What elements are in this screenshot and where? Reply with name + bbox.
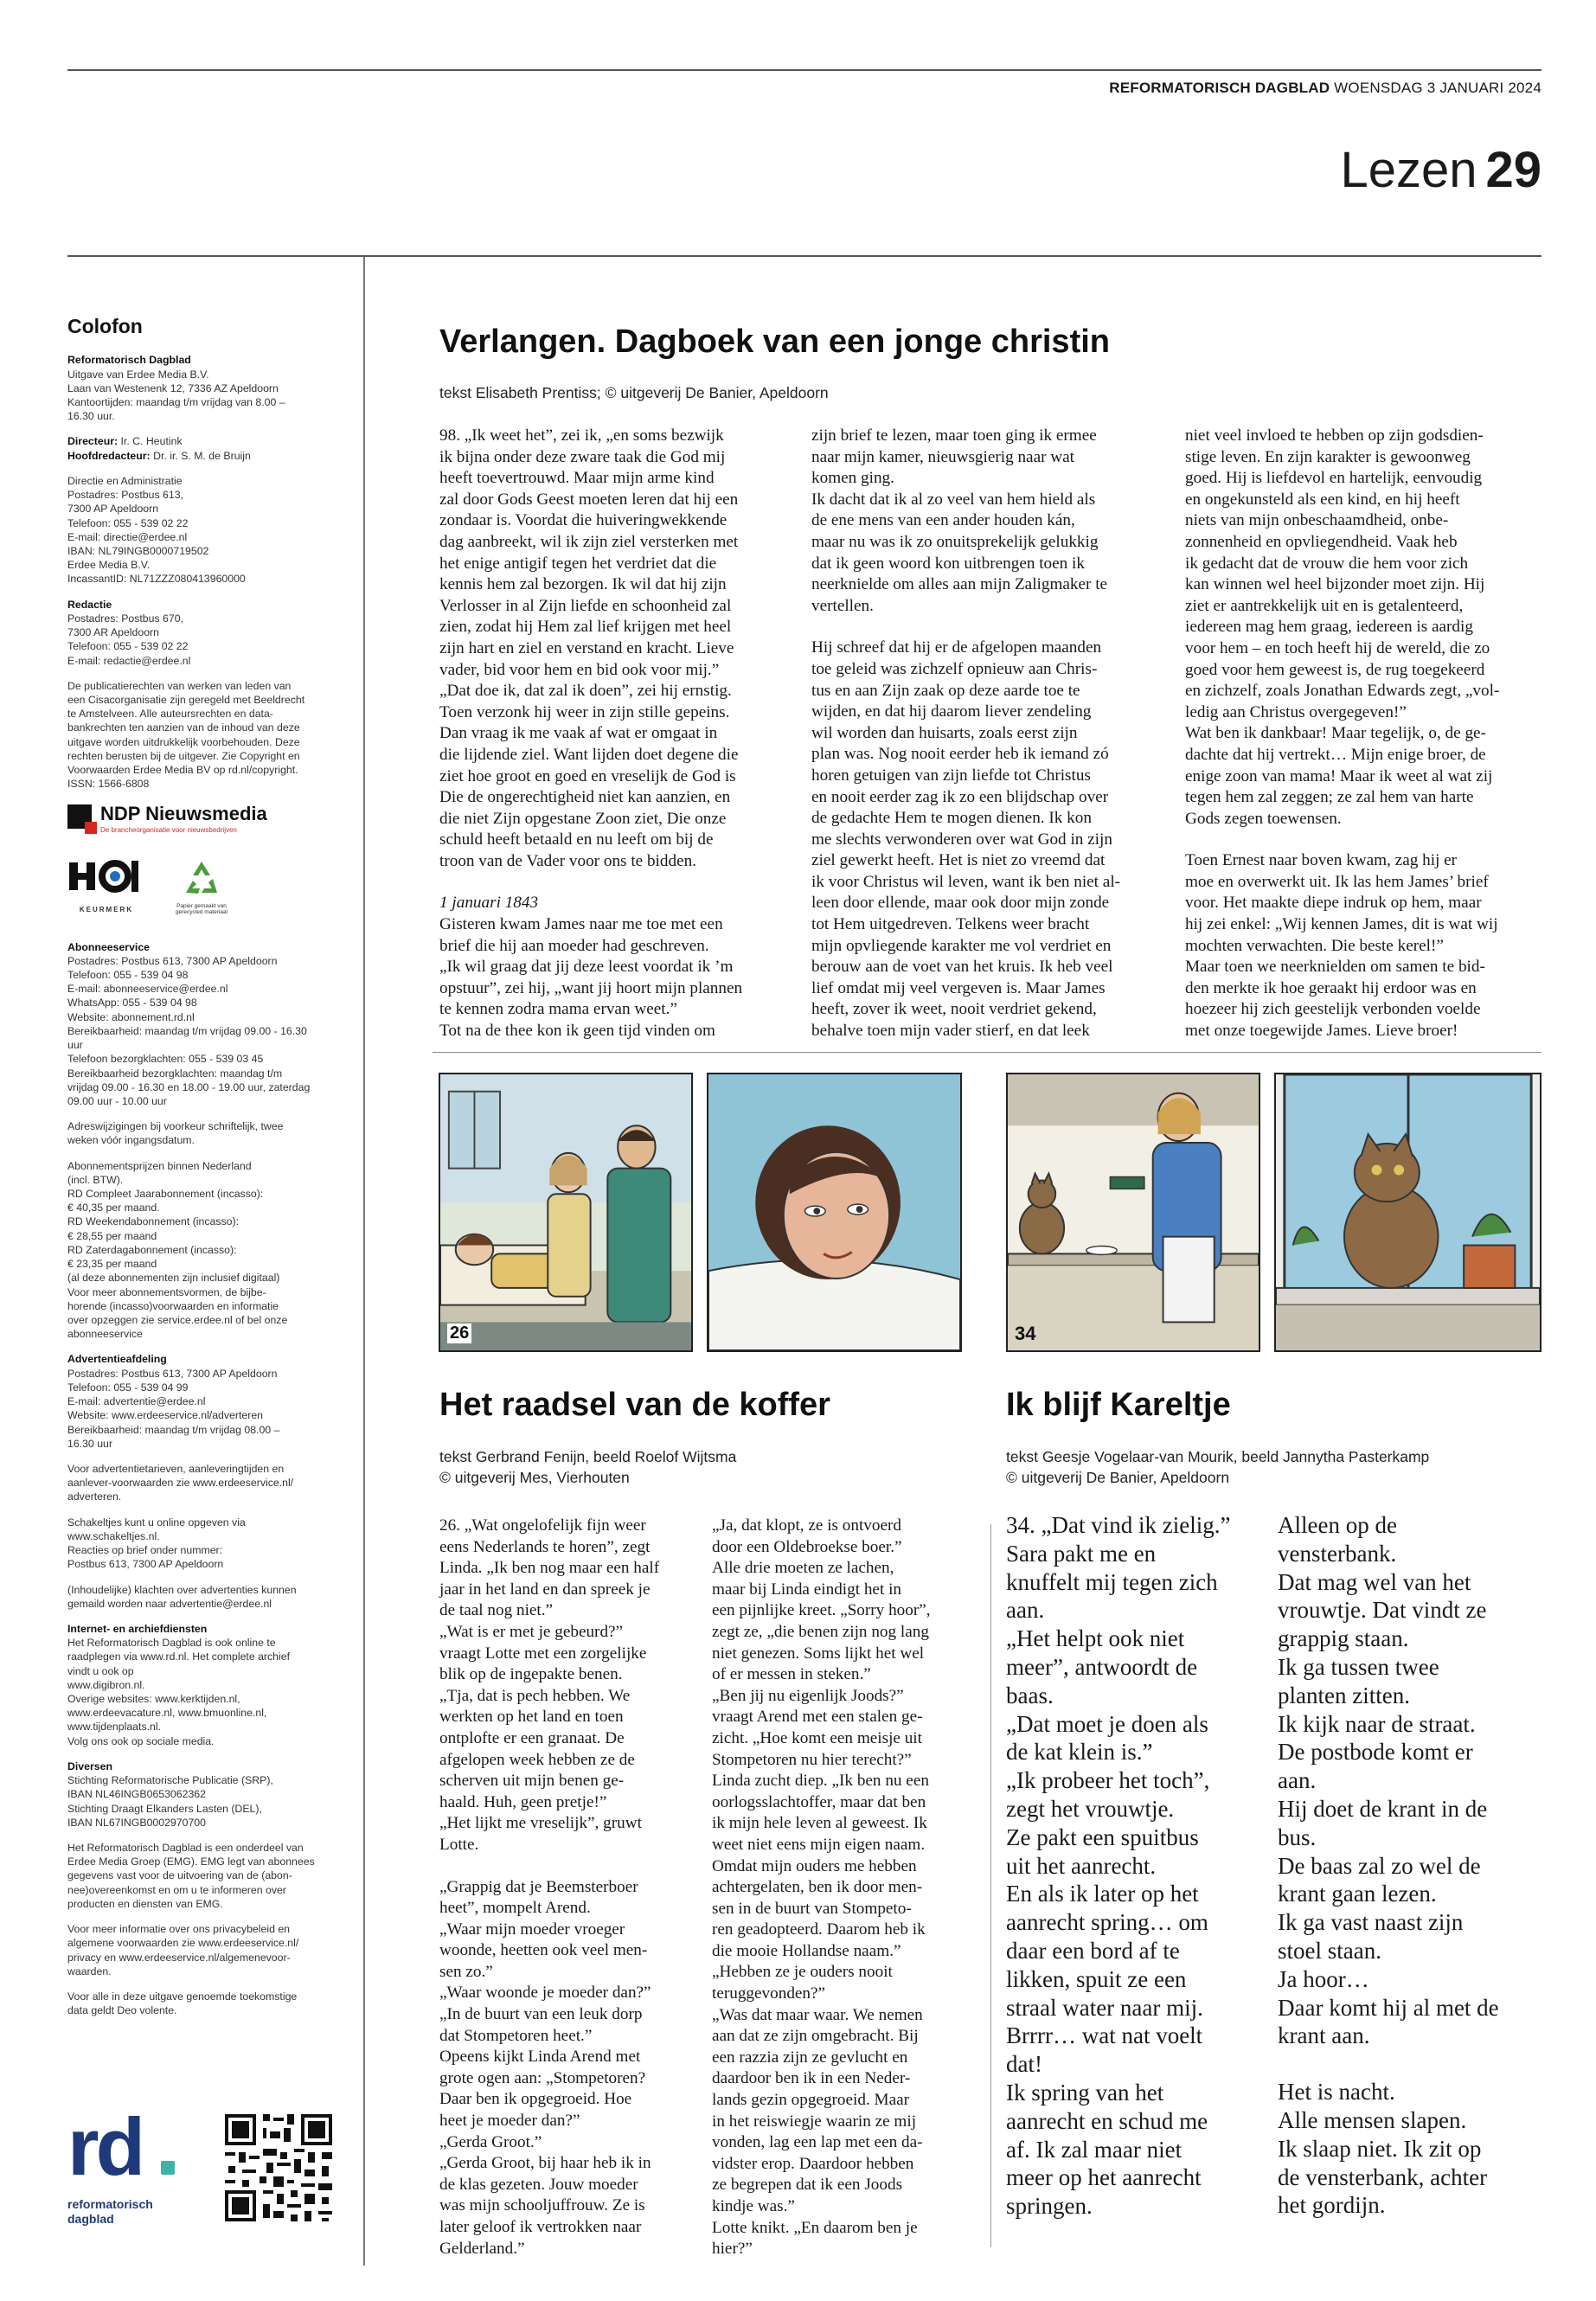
footer-branding [67,2101,349,2227]
rights-block [67,679,349,792]
internet-block [67,1622,349,1748]
staff-block [67,434,349,462]
internet-line: Overige websites: www.kerktijden.nl, [67,1693,240,1706]
internet-title: Internet- en archiefdiensten [67,1622,208,1635]
admin-line: Directie en Administratie [67,474,183,487]
article1-paragraph: Gisteren kwam James naar me toe met een brief die hij aan moeder had geschreven. „Ik wil graag dat jij deze leest voordat ik ’m opstuur”, zei hij, „want jij hoort mijn plannen te kennen zodra mama ervan weet.” Tot na de thee kon ik geen tijd vinden om [439,915,743,1041]
article2-paragraph: „Ja, dat klopt, ze is ontvoerd door een Oldebroekse boer.” Alle drie moeten ze lachen, maar bij Linda eindigt het in een pijnlijke kreet. „Sorry hoor”, zegt ze, „die benen zijn nog lang niet genezen. Soms lijkt het wel of er messen in steken.” „Ben jij nu eigenlijk Joods?” vraagt Arend met een stalen ge- zicht. „Hoe komt een meisje uit Stompetoren nu hier terecht?” Linda zucht diep. „Ik ben nu een oorlogsslachtoffer, maar dat ben ik mijn hele leven al geweest. Ik weet niet eens mijn eigen naam. Omdat mijn ouders me hebben achtergelaten, ben ik door men- sen in de buurt van Stompeto- ren geadopteerd. Daarom heb ik die mooie Hollandse naam.” „Hebben ze je ouders nooit teruggevonden?” „Was dat maar waar. We nemen aan dat ze zijn omgebracht. Bij een razzia zijn ze gevlucht en daardoor ben ik in een Neder- lands gezin opgegroeid. Maar in het reiswiegje waarin ze mij vonden, lag een lap met een da- vidster erop. Daardoor hebben ze begrepen dat ik een Joods kindje was.” Lotte knikt. „En daarom ben je hier?” [712,1516,931,2259]
schakeltjes-line: www.schakeltjes.nl. [67,1529,160,1542]
article1-column-2 [811,426,1175,1042]
rd-logo-accent [161,2161,175,2175]
article3-title: Ik blijf Kareltje [1006,1387,1231,1423]
deo-line: data geldt Deo volente. [67,2004,177,2017]
diversen-line: IBAN NL46INGB0653062362 [67,1788,206,1801]
schakeltjes-line: Schakeltjes kunt u online opgeven via [67,1516,246,1529]
article1-column-1 [439,426,803,1042]
article3-column-1 [1006,1511,1274,2221]
article1-paragraph: zijn brief te lezen, maar toen ging ik ermee naar mijn kamer, nieuwsgierig naar wat komen ging. Ik dacht dat ik al zo veel van hem hield als de ene mens van een ander houden kán, maar nu was ik zo onuitsprekelijk gelukkig dat ik geen woord kon uitbrengen toen ik neerknielde om alles aan mijn Zaligmaker te vertellen. [811,426,1108,615]
rights-line: een Cisacorganisatie zijn geregeld met Beeldrecht [67,693,305,706]
price-line: € 28,55 per maand [67,1229,157,1242]
publisher-line: 16.30 uur. [67,410,115,423]
price-line: € 40,35 per maand. [67,1202,160,1215]
article3-paragraph: Het is nacht. Alle mensen slapen. Ik slaap niet. Ik zit op de vensterbank, achter het gordijn. [1278,2079,1488,2219]
prices-block [67,1159,349,1342]
rd-logo-text [67,2197,153,2227]
keurmerk-badge [67,859,145,915]
admin-line: IBAN: NL79INGB0000719502 [67,544,209,557]
diversen-line: Stichting Reformatorische Publicatie (SRP), [67,1774,273,1787]
rd-logo-line: reformatorisch [67,2197,153,2211]
ndp-name: NDP Nieuwsmedia [100,803,267,825]
admin-line: Telefoon: 055 - 539 02 22 [67,516,189,529]
director-label: Directeur: [67,435,119,448]
rights-line: Voorwaarden Erdee Media BV op rd.nl/copyright. [67,764,298,777]
redactie-line: E-mail: redactie@erdee.nl [67,654,191,667]
advertentie-line: Postadres: Postbus 613, 7300 AP Apeldoorn [67,1367,278,1380]
column-divider [363,257,365,2266]
rights-line: De publicatierechten van werken van leden van [67,679,292,692]
privacy-block [67,1922,349,1978]
internet-line: www.tijdenplaats.nl. [67,1721,161,1734]
section-divider [433,1052,1542,1053]
article3-paragraph: 34. „Dat vind ik zielig.” Sara pakt me en knuffelt mij tegen zich aan. „Het helpt ook niet meer”, antwoordt de baas. „Dat moet je doen als de kat klein is.” „Ik probeer het toch”, zegt het vrouwtje. Ze pakt een spuitbus uit het aanrecht. En als ik later op het aanrecht spring… om daar een bord af te likken, spuit ze een straal water naar mij. Brrrr… wat nat voelt dat! Ik spring van het aanrecht en schud me af. Ik zal maar niet meer op het aanrecht springen. [1006,1512,1231,2220]
abonnee-line: Bereikbaarheid bezorgklachten: maandag t/m [67,1067,283,1080]
price-line: horende (incasso)voorwaarden en informatie [67,1299,279,1312]
administration-block [67,474,349,586]
price-line: RD Weekendabonnement (incasso): [67,1215,239,1228]
article2-column-1 [439,1516,690,2259]
emg-line: Erdee Media Groep (EMG). EMG legt van abonnees [67,1856,315,1868]
comic-panel-closeup [707,1073,962,1352]
director-name: Ir. C. Heutink [120,435,183,448]
adres-block [67,1119,349,1147]
top-rule [67,69,1542,71]
comic-panel-hospital [439,1073,693,1352]
privacy-line: algemene voorwaarden zie www.erdeeservice.nl/ [67,1937,299,1950]
voorwaarden-line: Voor advertentietarieven, aanleveringtijden en [67,1462,285,1475]
rd-logo-line: dagblad [67,2211,114,2226]
admin-line: Erdee Media B.V. [67,559,151,572]
article1-title: Verlangen. Dagboek van een jonge christin [439,324,1110,360]
price-line: € 23,35 per maand [67,1258,157,1271]
internet-line: vindt u ook op [67,1664,134,1677]
article2-column-2 [712,1516,971,2260]
rights-line: ISSN: 1566-6808 [67,778,150,791]
paper-name: REFORMATORISCH DAGBLAD [1109,80,1330,96]
hospital-scene-illustration [440,1074,691,1350]
ndp-mark-icon [67,804,92,829]
issue-date: WOENSDAG 3 JANUARI 2024 [1334,80,1542,96]
voorwaarden-line: aanlever-voorwaarden zie www.erdeeservice.nl/ [67,1477,294,1490]
advertentie-block [67,1352,349,1451]
redactie-line: 7300 AR Apeldoorn [67,626,159,639]
abonnee-line: 09.00 uur - 10.00 uur [67,1094,167,1107]
article1-paragraph: 98. „Ik weet het”, zei ik, „en soms bezwijk ik bijna onder deze zware taak die God mij heeft toevertrouwd. Maar mijn arme kind zal door Gods Geest moeten leren dat hij een zondaar is. Voordat die huiveringwekkende dag aanbreekt, wil ik zijn ziel versterken met het enige antigif tegen het verdriet dat die kennis hem zal bezorgen. Ik wil dat hij zijn Verlosser in al Zijn liefde en schoonheid zal zien, zodat hij Hem zal lief krijgen met heel zijn hart en ziel en verstand en kracht. Lieve vader, bid voor hem en bid ook voor mij.” „Dat doe ik, dat zal ik doen”, zei hij ernstig. Toen verzonk hij weer in zijn stille gepeins. Dan vraag ik me vaak af wat er omgaat in die lijdende ziel. Want lijden doet degene die ziet hoe groot en goed en vreselijk de God is Die de ongerechtigheid niet kan aanzien, en die niet Zijn opgestane Zoon ziet, Die onze schuld heeft betaald en nu leeft om bij de troon van de Vader voor ons te bidden. [439,426,739,870]
abonnee-line: Postadres: Postbus 613, 7300 AP Apeldoorn [67,954,278,967]
publisher-line: Kantoortijden: maandag t/m vrijdag van 8.00 – [67,396,285,409]
internet-line: Het Reformatorisch Dagblad is ook online te [67,1637,276,1650]
recycle-label: Papier gemaakt van gerecycled materiaal [176,903,228,916]
rights-line: te Amstelveen. Alle auteursrechten en data- [67,708,273,721]
internet-line: Volg ons ook op sociale media. [67,1734,215,1747]
article1-paragraph: niet veel invloed te hebben op zijn godsdien- stige leven. En zijn karakter is gewoonweg goed. Hij is liefdevol en hartelijk, eenvoudig en ongekunsteld als een kind, en hij heeft niets van mijn onbeschaamdheid, onbe- zonnenheid en opvliegendheid. Vaak heb ik gedacht dat de vrouw die hem voor zich kan winnen wel heel bijzonder moet zijn. Hij ziet er aantrekkelijk uit en is getalenteerd, iedereen mag hem graag, iedereen is aardig voor hem – en toch heeft hij de wereld, die zo goed voor hem geweest is, de rug toegekeerd en zichzelf, zoals Jonathan Edwards zegt, „vol- ledig aan Christus overgegeven!” Wat ben ik dankbaar! Maar tegelijk, o, de ge- dachte dat hij vertrekt… Mijn enige broer, de enige zoon van mama! Maar ik weet al wat zij tegen hem zal zeggen; ze zal hem van harte Gods zegen toewensen. [1185,426,1500,828]
price-line: Voor meer abonnementsvormen, de bijbe- [67,1285,266,1298]
masthead [1109,80,1542,97]
schakeltjes-line: Postbus 613, 7300 AP Apeldoorn [67,1558,224,1571]
admin-line: Postadres: Postbus 613, [67,489,183,502]
advertentie-line: Website: www.erdeeservice.nl/adverteren [67,1409,264,1422]
price-line: (al deze abonnementen zijn inclusief digitaal) [67,1272,280,1285]
publisher-name: Reformatorisch Dagblad [67,354,191,367]
abonnee-line: Bereikbaarheid: maandag t/m vrijdag 09.00 - 16.30 [67,1024,307,1037]
abonnee-line: Website: abonnement.rd.nl [67,1010,195,1023]
price-line: (incl. BTW). [67,1173,124,1186]
emg-block [67,1841,349,1911]
colofon-title: Colofon [67,315,143,337]
internet-line: www.digibron.nl. [67,1678,145,1691]
admin-line: E-mail: directie@erdee.nl [67,530,188,543]
price-line: Abonnementsprijzen binnen Nederland [67,1159,252,1172]
page-number: 29 [1485,142,1542,198]
emg-line: gegevens vast voor de uitvoering van de (abon- [67,1869,292,1882]
emg-line: producten en diensten van EMG. [67,1897,223,1910]
abonnee-title: Abonneeservice [67,940,151,953]
abonnee-block [67,940,349,1109]
abonnee-line: E-mail: abonneeservice@erdee.nl [67,983,228,996]
header-rule [67,255,1542,257]
article1-column-3 [1185,426,1548,1042]
colofon [67,313,349,2029]
article1-paragraph: Toen Ernest naar boven kwam, zag hij er moe en overwerkt uit. Ik las hem James’ brief voor. Het maakte diepe indruk op hem, maar hij zei enkel: „Wij kennen James, dit is wat wij mochten verwachten. Die beste kerel!” Maar toen we neerknielden om samen te bid- den merkte ik hoe geraakt hij erdoor was en hoezeer hij zich geestelijk verbonden voelde met onze toegewijde James. Lieve broer! [1185,851,1498,1041]
diversen-line: Stichting Draagt Elkanders Lasten (DEL), [67,1802,262,1815]
admin-line: IncassantID: NL71ZZZ080413960000 [67,573,246,586]
article2-title: Het raadsel van de koffer [439,1387,830,1423]
article3-credit: tekst Geesje Vogelaar-van Mourik, beeld Jannytha Pasterkamp © uitgeverij De Banier, Apeldoorn [1006,1448,1430,1486]
recycle-icon [179,858,224,900]
publisher-line: Uitgave van Erdee Media B.V. [67,368,209,381]
abonnee-line: WhatsApp: 055 - 539 04 98 [67,997,197,1009]
rd-logo [67,2101,142,2192]
advertentie-title: Advertentieafdeling [67,1353,167,1366]
voorwaarden-block [67,1462,349,1504]
rd-logo-mark: rd [67,2101,142,2192]
abonnee-line: Telefoon bezorgklachten: 055 - 539 03 45 [67,1053,264,1066]
privacy-line: Voor meer informatie over ons privacybeleid en [67,1923,290,1936]
advertentie-line: Telefoon: 055 - 539 04 99 [67,1381,189,1394]
article2-paragraph: „Grappig dat je Beemsterboer heet”, mompelt Arend. „Waar mijn moeder vroeger woonde, heetten ook veel men- sen zo.” „Waar woonde je moeder dan?” „In de buurt van een leuk dorp dat Stompetoren heet.” Opeens kijkt Linda Arend met grote ogen aan: „Stompetoren? Daar ben ik opgegroeid. Hoe heet je moeder dan?” „Gerda Groot.” „Gerda Groot, bij haar heb ik in de klas gezeten. Jouw moeder was mijn schooljuffrouw. Ze is later geloof ik vertrokken naar Gelderland.” [439,1877,651,2258]
article3-paragraph: Alleen op de vensterbank. Dat mag wel van het vrouwtje. Dat vindt ze grappig staan. Ik ga tussen twee planten zitten. Ik kijk naar de straat. De postbode komt er aan. Hij doet de krant in de bus. De baas zal zo wel de krant gaan lezen. Ik ga vast naast zijn stoel staan. Ja hoor… Daar komt hij al met de krant aan. [1278,1512,1499,2049]
klachten-line: (Inhoudelijke) klachten over advertenties kunnen [67,1583,297,1596]
internet-line: raadplegen via www.rd.nl. Het complete archief [67,1650,290,1663]
qr-code[interactable] [221,2111,336,2225]
keurmerk-label: KEURMERK [79,906,134,914]
emg-line: nee)overeenkomst en om u te informeren over [67,1883,286,1896]
certification-badges [67,858,349,916]
kitchen-scene-illustration [1008,1074,1259,1350]
redactie-title: Redactie [67,598,112,611]
adres-line: Adreswijzigingen bij voorkeur schriftelijk, twee [67,1120,284,1133]
price-line: RD Compleet Jaarabonnement (incasso): [67,1188,264,1201]
deo-line: Voor alle in deze uitgave genoemde toekomstige [67,1990,298,2003]
keurmerk-icon [67,859,145,902]
comic-panel-windowsill [1274,1073,1542,1352]
comic-panel-number: 26 [447,1324,471,1343]
internet-line: www.erdeevacature.nl, www.bmuonline.nl, [67,1707,267,1720]
redactie-line: Telefoon: 055 - 539 02 22 [67,640,189,653]
schakeltjes-block [67,1516,349,1572]
advertentie-line: E-mail: advertentie@erdee.nl [67,1395,206,1408]
rights-line: rechten berusten bij de uitgever. Zie Copyright en [67,749,300,762]
article3-column-2 [1278,1511,1546,2220]
admin-line: 7300 AP Apeldoorn [67,503,159,516]
abonnee-line: Telefoon: 055 - 539 04 98 [67,968,189,981]
recycle-badge [171,858,232,916]
abonnee-line: vrijdag 09.00 - 16.30 en 18.00 - 19.00 uur, zaterdag [67,1080,311,1093]
publisher-line: Laan van Westenenk 12, 7336 AZ Apeldoorn [67,381,279,394]
redactie-block [67,598,349,668]
diversen-title: Diversen [67,1759,112,1772]
section-name: Lezen [1340,142,1477,198]
comic-panel-number: 34 [1015,1323,1036,1344]
rights-line: bankrechten ten aanzien van de inhoud van deze [67,721,300,734]
comic-panel-kitchen [1006,1073,1260,1352]
article2-paragraph: 26. „Wat ongelofelijk fijn weer eens Nederlands te horen”, zegt Linda. „Ik ben nog maar een half jaar in het land en dan spreek je de taal nog niet.” „Wat is er met je gebeurd?” vraagt Lotte met een zorgelijke blik op de ingepakte benen. „Tja, dat is pech hebben. We werkten op het land en toen ontplofte er een granaat. De afgelopen week hebben ze de scherven uit mijn benen ge- haald. Huh, geen pretje!” „Het lijkt me vreselijk”, gruwt Lotte. [439,1516,660,1854]
klachten-line: gemaild worden naar advertentie@erdee.nl [67,1597,272,1610]
privacy-line: waarden. [67,1965,112,1977]
redactie-line: Postadres: Postbus 670, [67,612,183,625]
editor-label: Hoofdredacteur: [67,449,151,462]
article-divider [990,1524,991,2247]
article2-credit: tekst Gerbrand Fenijn, beeld Roelof Wijtsma © uitgeverij Mes, Vierhouten [439,1448,737,1486]
article1-paragraph: Hij schreef dat hij er de afgelopen maanden toe geleid was zichzelf opnieuw aan Chris- tus en aan Zijn zaak op deze aarde toe te wijden, en dat hij daarom liever zendeling wil worden dan huisarts, zoals eerst zijn plan was. Nog nooit eerder heb ik iemand zó horen getuigen van zijn liefde tot Christus en nooit eerder zag ik zo een blijdschap over de gedachte Hem te mogen dienen. Ik kon me slechts verwonderen over wat God in zijn ziel gewerkt heeft. Het is niet zo vreemd dat ik voor Christus wil leven, want ik ben niet al- leen door ellende, maar ook door mijn zonde tot Hem uitgedreven. Telkens weer bracht mijn opvliegende karakter me vol verdriet en berouw aan de voet van het kruis. Ik heb veel lief omdat mij veel vergeven is. Maar James heeft, zover ik weet, nooit verdriet gekend, behalve toen mijn vader stierf, en dat leek [811,638,1121,1041]
price-line: RD Zaterdagabonnement (incasso): [67,1243,237,1256]
section-header [1340,142,1542,198]
cat-window-illustration [1276,1074,1540,1350]
price-line: over opzeggen zie service.erdee.nl of bel onze [67,1314,288,1326]
publisher-block [67,353,349,423]
diversen-line: IBAN NL67INGB0002970700 [67,1816,206,1829]
privacy-line: privacy en www.erdeeservice.nl/algemenevoor- [67,1951,291,1964]
voorwaarden-line: adverteren. [67,1490,122,1503]
klachten-block [67,1583,349,1611]
adres-line: weken vóór ingangsdatum. [67,1134,195,1147]
advertentie-line: 16.30 uur [67,1437,112,1450]
deo-block [67,1990,349,2017]
diversen-block [67,1759,349,1830]
article1-date: 1 januari 1843 [439,894,539,913]
emg-line: Het Reformatorisch Dagblad is een onderdeel van [67,1842,304,1854]
schakeltjes-line: Reacties op brief onder nummer: [67,1544,223,1557]
advertentie-line: Bereikbaarheid: maandag t/m vrijdag 08.00 – [67,1423,280,1436]
rights-line: uitgave worden uitdrukkelijk voorbehouden. Deze [67,735,300,748]
abonnee-line: uur [67,1039,83,1052]
article1-credit: tekst Elisabeth Prentiss; © uitgeverij De Banier, Apeldoorn [439,384,829,401]
ndp-logo [67,804,349,836]
editor-name: Dr. ir. S. M. de Bruijn [153,449,251,462]
ndp-tagline: De brancheorganisatie voor nieuwsbedrijven [100,826,237,835]
girl-closeup-illustration [708,1074,960,1350]
price-line: abonneeservice [67,1328,143,1341]
